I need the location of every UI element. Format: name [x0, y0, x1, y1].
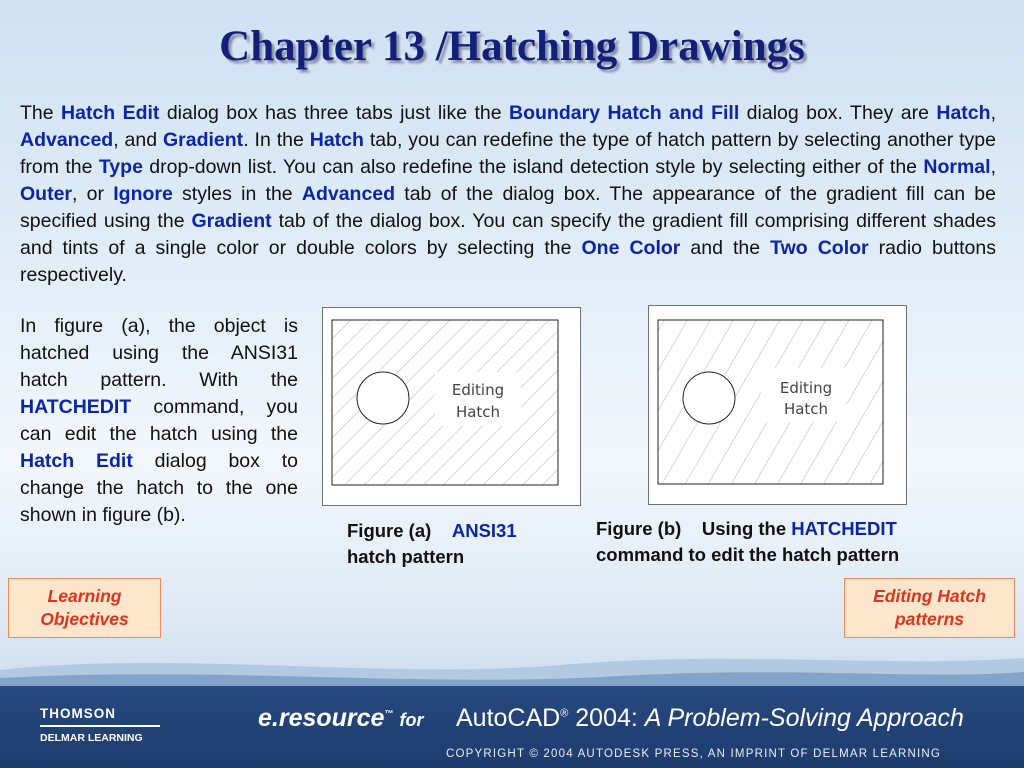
text: dialog box. They are: [739, 102, 937, 124]
keyword: HATCHEDIT: [20, 396, 132, 418]
footer-banner: [0, 686, 1024, 768]
trademark: ™: [384, 708, 394, 719]
caption-text: command to edit the hatch pattern: [596, 544, 900, 565]
figure-b-text-line1: Editing: [779, 379, 833, 397]
figure-b-text-line2: Hatch: [783, 400, 829, 418]
button-label-line2: Objectives: [40, 609, 129, 629]
keyword: Outer: [20, 183, 73, 205]
keyword: Boundary Hatch and Fill: [509, 102, 740, 124]
publisher-logo: [40, 706, 170, 744]
keyword: One Color: [581, 237, 681, 259]
figure-a-caption: [347, 518, 577, 570]
caption-label: Figure (a): [347, 520, 432, 541]
island-circle: [357, 372, 409, 424]
figure-b-drawing: [649, 306, 906, 504]
keyword: Hatch Edit: [61, 102, 160, 124]
eresource-text: e.resource: [258, 704, 385, 732]
book-title: [456, 704, 964, 733]
publisher-name: THOMSON: [40, 706, 116, 721]
year-text: 2004:: [568, 704, 645, 732]
text: ,: [990, 102, 996, 124]
keyword: Gradient: [163, 129, 244, 151]
text: The: [20, 102, 62, 124]
caption-text: hatch pattern: [347, 546, 465, 567]
keyword: Advanced: [301, 183, 396, 205]
keyword: Hatch Edit: [20, 450, 133, 472]
caption-text: Using the: [701, 518, 787, 539]
caption-label: Figure (b): [596, 518, 682, 539]
button-label-line1: Editing Hatch: [873, 586, 986, 606]
keyword: Hatch: [309, 129, 364, 151]
figure-description-paragraph: [20, 313, 298, 529]
text: , and: [113, 129, 163, 151]
text: radio buttons respectively.: [20, 237, 996, 286]
text: ,: [990, 156, 996, 178]
text: tab of the dialog box. You can specify the gradient fill comprising different shades and tints of a single color or double colors by selecting the: [20, 210, 996, 259]
text: tab, you can redefine the type of hatch pattern by selecting another type from the: [20, 129, 996, 178]
island-circle: [683, 372, 735, 424]
figure-a-text-line2: Hatch: [455, 403, 501, 421]
text: , or: [72, 183, 114, 205]
text: . In the: [243, 129, 310, 151]
text: drop-down list. You can also redefine the island detection style by selecting either of the: [142, 156, 924, 178]
text: In figure (a), the object is hatched using the ANSI31 hatch pattern. With the: [20, 315, 298, 391]
keyword: Ignore: [113, 183, 173, 205]
text: dialog box to change the hatch to the one shown in figure (b).: [20, 450, 298, 526]
product-name: AutoCAD: [456, 704, 561, 732]
text: dialog box has three tabs just like the: [159, 102, 510, 124]
publisher-imprint: DELMAR LEARNING: [40, 732, 143, 744]
text: command, you can edit the hatch using the: [20, 396, 298, 445]
figure-b: [648, 305, 907, 505]
keyword: Hatch: [936, 102, 991, 124]
editing-hatch-patterns-button[interactable]: [844, 578, 1015, 638]
text: styles in the: [172, 183, 302, 205]
keyword: Normal: [923, 156, 991, 178]
learning-objectives-button[interactable]: [8, 578, 161, 638]
logo-divider: [40, 725, 160, 727]
for-text: for: [399, 710, 424, 730]
figure-a-drawing: [323, 308, 580, 505]
slide-title: Chapter 13 /Hatching Drawings: [219, 23, 805, 70]
registered-mark: ®: [560, 707, 569, 720]
eresource-logo: [258, 704, 423, 733]
button-label-line2: patterns: [894, 609, 965, 629]
subtitle-text: A Problem-Solving Approach: [644, 704, 964, 732]
decorative-wave: [0, 640, 1024, 690]
figure-b-caption: [596, 516, 996, 568]
text: tab of the dialog box. The appearance of the gradient fill can be specified using the: [20, 183, 996, 232]
caption-keyword: HATCHEDIT: [791, 518, 897, 539]
copyright-notice: COPYRIGHT © 2004 AUTODESK PRESS, AN IMPRINT OF DELMAR LEARNING: [446, 748, 942, 760]
caption-keyword: ANSI31: [451, 520, 517, 541]
keyword: Gradient: [191, 210, 272, 232]
keyword: Type: [98, 156, 143, 178]
keyword: Advanced: [20, 129, 114, 151]
keyword: Two Color: [770, 237, 869, 259]
button-label-line1: Learning: [47, 586, 122, 606]
text: and the: [680, 237, 771, 259]
figure-a: [322, 307, 581, 506]
figure-a-text-line1: Editing: [451, 381, 505, 399]
intro-paragraph: [20, 100, 996, 289]
